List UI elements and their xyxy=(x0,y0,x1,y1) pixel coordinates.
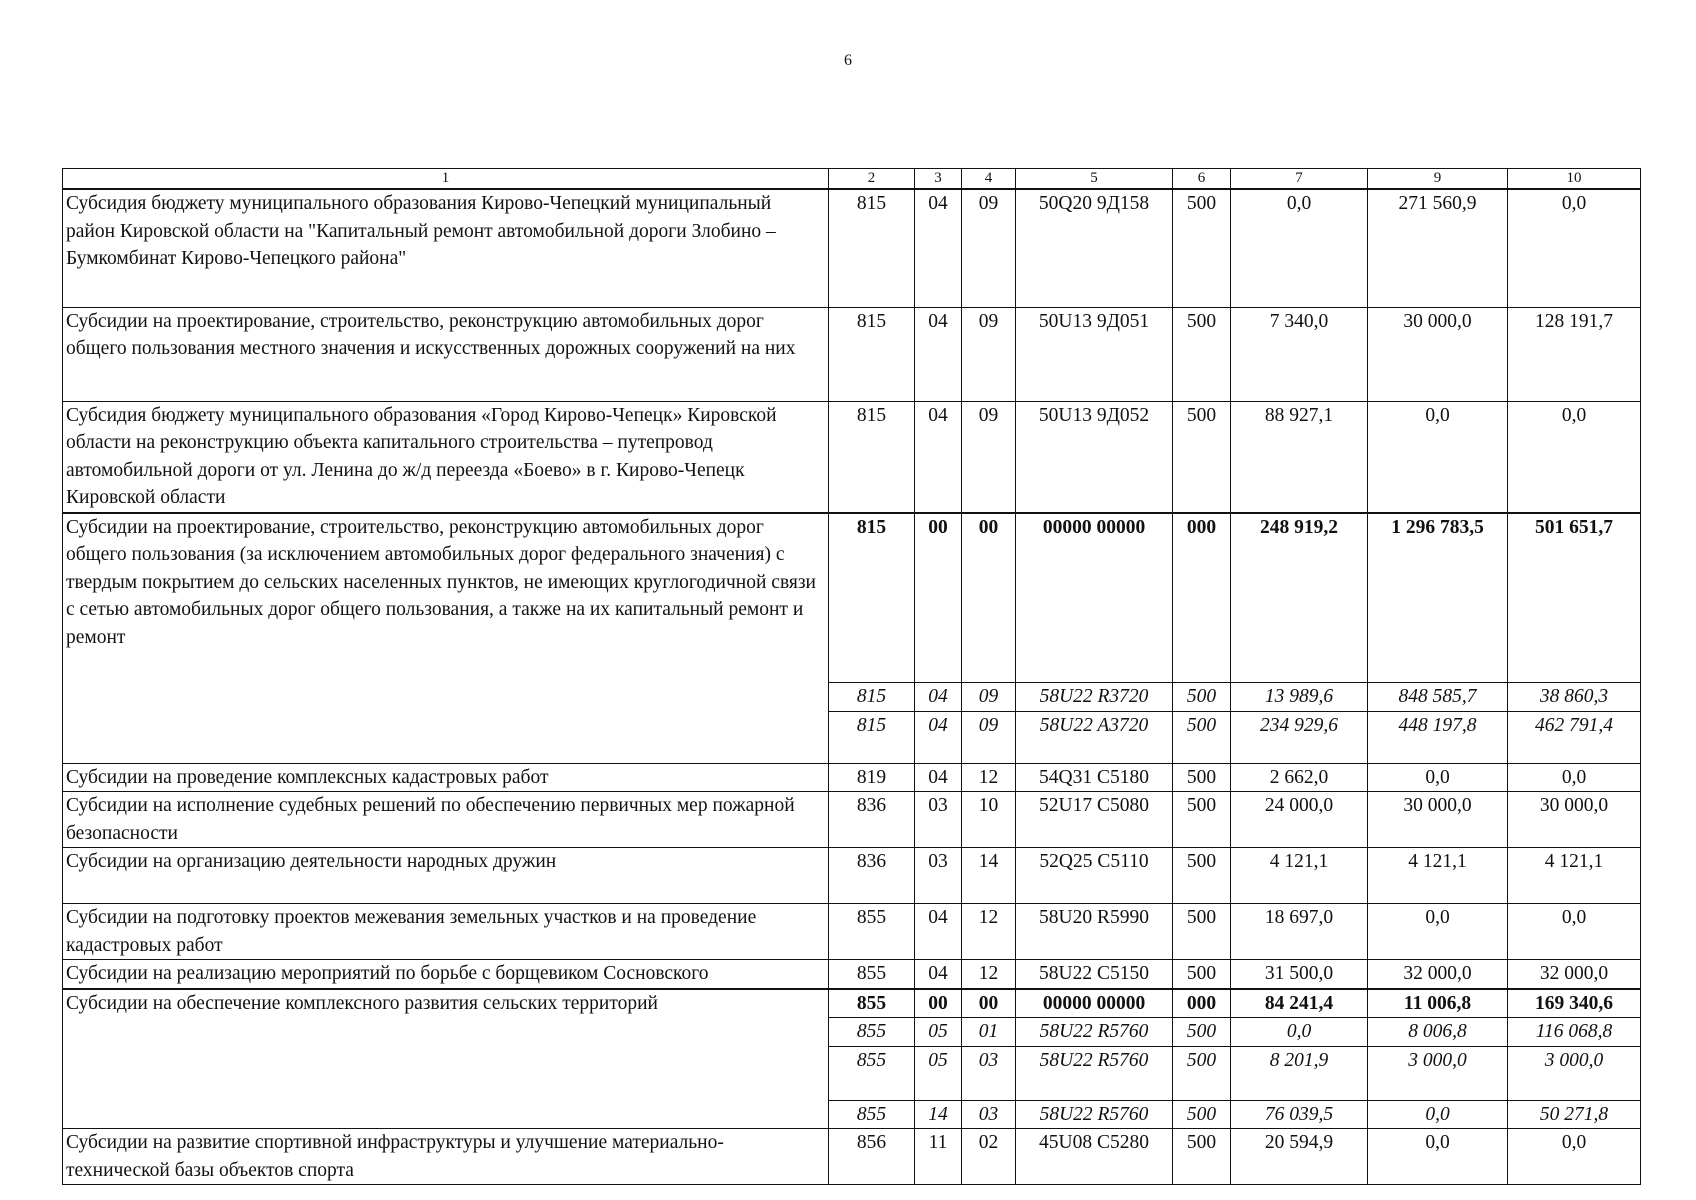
row-description: Субсидии на проектирование, строительство, реконструкцию автомобильных дорог общего пользования (за исключением автомобильных дорог федерального значения) с твердым покрытием до сельских населенных пунктов, не имеющих круглогодичной связи с сетью автомобильных дорог общего пользования, а также на их капитальный ремонт и ремонт xyxy=(63,513,829,764)
section-code-cell: 04 xyxy=(915,960,962,989)
target-article-cell: 52Q25 C5110 xyxy=(1016,848,1173,904)
row-description: Субсидия бюджету муниципального образования «Город Кирово-Чепецк» Кировской области на реконструкцию объекта капитального строительства – путепровод автомобильной дороги от ул. Ленина до ж/д переезда «Боево» в г. Кирово-Чепецк Кировской области xyxy=(63,401,829,513)
subsection-code-cell: 09 xyxy=(962,307,1016,401)
subsection-code-cell: 12 xyxy=(962,904,1016,960)
row-description: Субсидии на развитие спортивной инфраструктуры и улучшение материально-технической базы объектов спорта xyxy=(63,1129,829,1185)
section-code-cell: 00 xyxy=(915,989,962,1018)
admin-code-cell: 815 xyxy=(829,513,915,683)
section-code-cell: 14 xyxy=(915,1100,962,1129)
amount-col9-cell: 0,0 xyxy=(1368,763,1508,792)
amount-col9-cell: 271 560,9 xyxy=(1368,189,1508,307)
budget-table xyxy=(62,168,1641,1185)
target-article-cell: 00000 00000 xyxy=(1016,989,1173,1018)
table-row xyxy=(63,960,1641,989)
admin-code-cell: 819 xyxy=(829,763,915,792)
subsection-code-cell: 09 xyxy=(962,711,1016,763)
expense-type-cell: 500 xyxy=(1173,189,1231,307)
amount-col10-cell: 0,0 xyxy=(1508,401,1641,513)
subsection-code-cell: 12 xyxy=(962,960,1016,989)
subsection-code-cell: 09 xyxy=(962,401,1016,513)
admin-code-cell: 856 xyxy=(829,1129,915,1185)
amount-col10-cell: 0,0 xyxy=(1508,1129,1641,1185)
amount-col7-cell: 234 929,6 xyxy=(1231,711,1368,763)
amount-col9-cell: 848 585,7 xyxy=(1368,683,1508,712)
subsection-code-cell: 10 xyxy=(962,792,1016,848)
amount-col9-cell: 32 000,0 xyxy=(1368,960,1508,989)
target-article-cell: 50Q20 9Д158 xyxy=(1016,189,1173,307)
expense-type-cell: 500 xyxy=(1173,683,1231,712)
amount-col9-cell: 3 000,0 xyxy=(1368,1046,1508,1100)
amount-col10-cell: 30 000,0 xyxy=(1508,792,1641,848)
target-article-cell: 58U20 R5990 xyxy=(1016,904,1173,960)
target-article-cell: 58U22 C5150 xyxy=(1016,960,1173,989)
subsection-code-cell: 03 xyxy=(962,1100,1016,1129)
table-row xyxy=(63,401,1641,513)
amount-col9-cell: 1 296 783,5 xyxy=(1368,513,1508,683)
expense-type-cell: 500 xyxy=(1173,792,1231,848)
amount-col9-cell: 448 197,8 xyxy=(1368,711,1508,763)
section-code-cell: 03 xyxy=(915,848,962,904)
admin-code-cell: 855 xyxy=(829,1018,915,1047)
subsection-code-cell: 12 xyxy=(962,763,1016,792)
admin-code-cell: 855 xyxy=(829,960,915,989)
expense-type-cell: 000 xyxy=(1173,989,1231,1018)
amount-col10-cell: 169 340,6 xyxy=(1508,989,1641,1018)
target-article-cell: 58U22 R5760 xyxy=(1016,1046,1173,1100)
amount-col9-cell: 8 006,8 xyxy=(1368,1018,1508,1047)
subsection-code-cell: 09 xyxy=(962,683,1016,712)
header-cell: 10 xyxy=(1508,169,1641,190)
amount-col10-cell: 501 651,7 xyxy=(1508,513,1641,683)
admin-code-cell: 836 xyxy=(829,792,915,848)
target-article-cell: 58U22 R5760 xyxy=(1016,1100,1173,1129)
target-article-cell: 50U13 9Д052 xyxy=(1016,401,1173,513)
amount-col7-cell: 84 241,4 xyxy=(1231,989,1368,1018)
admin-code-cell: 855 xyxy=(829,1046,915,1100)
target-article-cell: 52U17 C5080 xyxy=(1016,792,1173,848)
amount-col10-cell: 38 860,3 xyxy=(1508,683,1641,712)
subsection-code-cell: 09 xyxy=(962,189,1016,307)
section-code-cell: 05 xyxy=(915,1046,962,1100)
table-row xyxy=(63,763,1641,792)
header-row xyxy=(63,169,1641,190)
section-code-cell: 04 xyxy=(915,683,962,712)
expense-type-cell: 500 xyxy=(1173,307,1231,401)
amount-col9-cell: 4 121,1 xyxy=(1368,848,1508,904)
amount-col9-cell: 0,0 xyxy=(1368,904,1508,960)
expense-type-cell: 500 xyxy=(1173,904,1231,960)
target-article-cell: 50U13 9Д051 xyxy=(1016,307,1173,401)
amount-col7-cell: 18 697,0 xyxy=(1231,904,1368,960)
row-description: Субсидии на реализацию мероприятий по борьбе с борщевиком Сосновского xyxy=(63,960,829,989)
expense-type-cell: 500 xyxy=(1173,848,1231,904)
section-code-cell: 04 xyxy=(915,189,962,307)
expense-type-cell: 000 xyxy=(1173,513,1231,683)
header-cell: 2 xyxy=(829,169,915,190)
admin-code-cell: 836 xyxy=(829,848,915,904)
table-row xyxy=(63,513,1641,683)
section-code-cell: 04 xyxy=(915,307,962,401)
section-code-cell: 03 xyxy=(915,792,962,848)
section-code-cell: 04 xyxy=(915,711,962,763)
amount-col10-cell: 50 271,8 xyxy=(1508,1100,1641,1129)
amount-col10-cell: 0,0 xyxy=(1508,189,1641,307)
section-code-cell: 04 xyxy=(915,904,962,960)
header-cell: 1 xyxy=(63,169,829,190)
section-code-cell: 04 xyxy=(915,763,962,792)
amount-col10-cell: 0,0 xyxy=(1508,763,1641,792)
row-description: Субсидии на подготовку проектов межевания земельных участков и на проведение кадастровых работ xyxy=(63,904,829,960)
amount-col7-cell: 31 500,0 xyxy=(1231,960,1368,989)
expense-type-cell: 500 xyxy=(1173,401,1231,513)
table-row xyxy=(63,989,1641,1018)
amount-col10-cell: 462 791,4 xyxy=(1508,711,1641,763)
header-cell: 4 xyxy=(962,169,1016,190)
amount-col7-cell: 13 989,6 xyxy=(1231,683,1368,712)
table-row xyxy=(63,904,1641,960)
amount-col7-cell: 8 201,9 xyxy=(1231,1046,1368,1100)
row-description: Субсидии на исполнение судебных решений по обеспечению первичных мер пожарной безопасности xyxy=(63,792,829,848)
row-description: Субсидия бюджету муниципального образования Кирово-Чепецкий муниципальный район Кировской области на "Капитальный ремонт автомобильной дороги Злобино – Бумкомбинат Кирово-Чепецкого района" xyxy=(63,189,829,307)
admin-code-cell: 815 xyxy=(829,401,915,513)
expense-type-cell: 500 xyxy=(1173,960,1231,989)
amount-col7-cell: 4 121,1 xyxy=(1231,848,1368,904)
table-row xyxy=(63,307,1641,401)
row-description: Субсидии на обеспечение комплексного развития сельских территорий xyxy=(63,989,829,1129)
admin-code-cell: 815 xyxy=(829,683,915,712)
section-code-cell: 00 xyxy=(915,513,962,683)
amount-col7-cell: 0,0 xyxy=(1231,189,1368,307)
expense-type-cell: 500 xyxy=(1173,1018,1231,1047)
subsection-code-cell: 01 xyxy=(962,1018,1016,1047)
target-article-cell: 00000 00000 xyxy=(1016,513,1173,683)
section-code-cell: 11 xyxy=(915,1129,962,1185)
amount-col7-cell: 20 594,9 xyxy=(1231,1129,1368,1185)
amount-col9-cell: 30 000,0 xyxy=(1368,792,1508,848)
target-article-cell: 58U22 R5760 xyxy=(1016,1018,1173,1047)
header-cell: 7 xyxy=(1231,169,1368,190)
table-row xyxy=(63,848,1641,904)
subsection-code-cell: 02 xyxy=(962,1129,1016,1185)
expense-type-cell: 500 xyxy=(1173,711,1231,763)
amount-col9-cell: 11 006,8 xyxy=(1368,989,1508,1018)
expense-type-cell: 500 xyxy=(1173,1129,1231,1185)
amount-col7-cell: 24 000,0 xyxy=(1231,792,1368,848)
admin-code-cell: 855 xyxy=(829,989,915,1018)
amount-col9-cell: 30 000,0 xyxy=(1368,307,1508,401)
expense-type-cell: 500 xyxy=(1173,1046,1231,1100)
row-description: Субсидии на проведение комплексных кадастровых работ xyxy=(63,763,829,792)
amount-col7-cell: 248 919,2 xyxy=(1231,513,1368,683)
amount-col9-cell: 0,0 xyxy=(1368,1129,1508,1185)
target-article-cell: 45U08 C5280 xyxy=(1016,1129,1173,1185)
section-code-cell: 04 xyxy=(915,401,962,513)
amount-col7-cell: 0,0 xyxy=(1231,1018,1368,1047)
table-row xyxy=(63,1129,1641,1185)
admin-code-cell: 855 xyxy=(829,904,915,960)
target-article-cell: 58U22 R3720 xyxy=(1016,683,1173,712)
amount-col10-cell: 32 000,0 xyxy=(1508,960,1641,989)
header-cell: 3 xyxy=(915,169,962,190)
header-cell: 6 xyxy=(1173,169,1231,190)
amount-col10-cell: 4 121,1 xyxy=(1508,848,1641,904)
expense-type-cell: 500 xyxy=(1173,763,1231,792)
header-cell: 9 xyxy=(1368,169,1508,190)
amount-col7-cell: 76 039,5 xyxy=(1231,1100,1368,1129)
amount-col7-cell: 2 662,0 xyxy=(1231,763,1368,792)
row-description: Субсидии на проектирование, строительство, реконструкцию автомобильных дорог общего пользования местного значения и искусственных дорожных сооружений на них xyxy=(63,307,829,401)
admin-code-cell: 855 xyxy=(829,1100,915,1129)
subsection-code-cell: 00 xyxy=(962,989,1016,1018)
amount-col10-cell: 116 068,8 xyxy=(1508,1018,1641,1047)
section-code-cell: 05 xyxy=(915,1018,962,1047)
amount-col10-cell: 128 191,7 xyxy=(1508,307,1641,401)
admin-code-cell: 815 xyxy=(829,307,915,401)
target-article-cell: 54Q31 C5180 xyxy=(1016,763,1173,792)
amount-col7-cell: 88 927,1 xyxy=(1231,401,1368,513)
amount-col9-cell: 0,0 xyxy=(1368,401,1508,513)
page-number: 6 xyxy=(844,52,852,69)
expense-type-cell: 500 xyxy=(1173,1100,1231,1129)
amount-col7-cell: 7 340,0 xyxy=(1231,307,1368,401)
row-description: Субсидии на организацию деятельности народных дружин xyxy=(63,848,829,904)
target-article-cell: 58U22 A3720 xyxy=(1016,711,1173,763)
amount-col10-cell: 0,0 xyxy=(1508,904,1641,960)
subsection-code-cell: 00 xyxy=(962,513,1016,683)
subsection-code-cell: 14 xyxy=(962,848,1016,904)
admin-code-cell: 815 xyxy=(829,711,915,763)
amount-col9-cell: 0,0 xyxy=(1368,1100,1508,1129)
admin-code-cell: 815 xyxy=(829,189,915,307)
table-row xyxy=(63,792,1641,848)
table-body xyxy=(63,189,1641,1185)
table-row xyxy=(63,189,1641,307)
header-cell: 5 xyxy=(1016,169,1173,190)
amount-col10-cell: 3 000,0 xyxy=(1508,1046,1641,1100)
subsection-code-cell: 03 xyxy=(962,1046,1016,1100)
